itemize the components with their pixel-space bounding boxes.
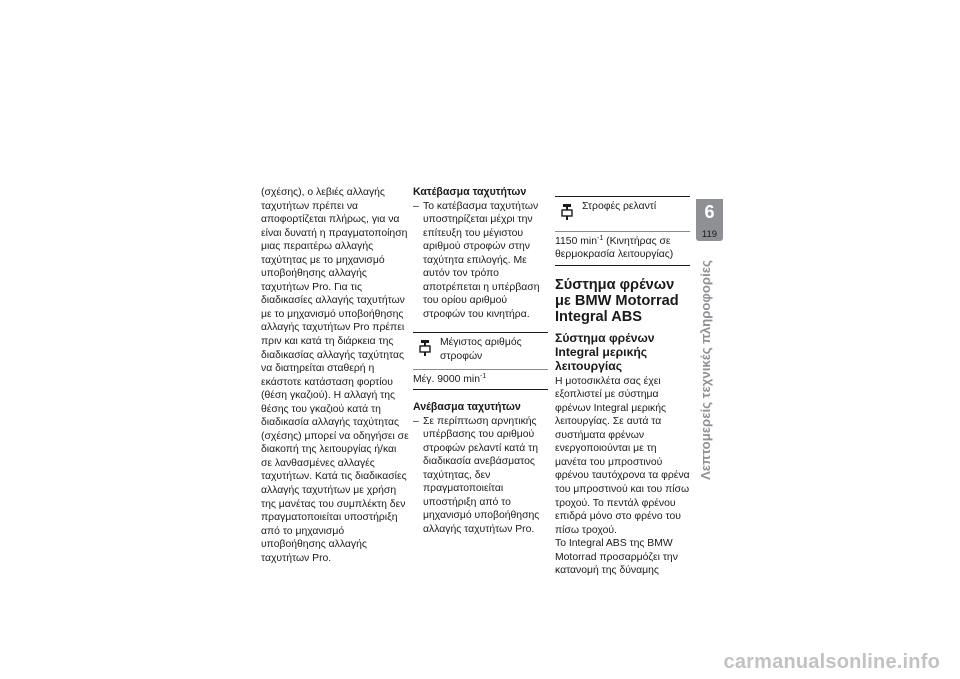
list-item: [413, 415, 548, 537]
engine-icon: [560, 203, 576, 226]
spec-label: Μέγιστος αριθμός στροφών: [440, 337, 522, 363]
dash-marker: –: [413, 415, 419, 427]
body-paragraph: (σχέσης), ο λεβιές αλλαγής ταχυτήτων πρέπει να αποφορτίζεται πλήρως, για να είναι δυνατή η πραγματοποίηση μιας περαιτέρω αλλαγής ταχύτητας με το μηχανισμό υποβοήθησης αλλαγής ταχυτήτων Pro. Για τις διαδικασίες αλλαγής ταχυτήτων με το μηχανισμό υποβοήθησης αλλαγής ταχυτήτων Pro πρέπει πριν και κατά τη διάρκεια της διαδικασίας αλλαγής ταχύτητας να διατηρείται σταθερή η εκάστοτε κατάσταση φορτίου (θέση γκαζιού). Η αλλαγή της θέσης του γκαζιού κατά τη διαδικασία αλλαγής ταχύτητας (σχέσης) μπορεί να οδηγήσει σε διακοπή της λειτουργίας ή/και σε λανθασμένες αλλαγές ταχυτήτων. Κατά τις διαδικασίες αλλαγής ταχυτήτων με χρήση της μανέτας του συμπλέκτη δεν πραγματοποιείται υποστήριξη από το μηχανισμό υποβοήθησης αλλαγής ταχυτήτων Pro.: [261, 187, 409, 564]
spec-box-max-rpm: [413, 332, 548, 390]
column-middle: [413, 186, 548, 537]
spec-box-idle: [555, 196, 690, 266]
spec-value: 1150 $\min^{-1} (K\iota\nu\eta\tau ή\rho\alpha\varsigma$ σε θερμοκρασία λειτουργίας): [555, 231, 690, 265]
watermark: carmanualsonline.info: [723, 651, 940, 673]
engine-icon: [418, 339, 434, 362]
heading-upshift: Ανέβασμα ταχυτήτων: [413, 401, 521, 414]
body-paragraph: Το Integral ABS της BMW Motorrad προσαρμόζει την κατανομή της δύναμης: [555, 538, 678, 577]
section-title: Σύστημα φρένων με BMW Motorrad Integral ABS: [555, 276, 679, 325]
spec-value: Μέγ. 9000 $\min^{-1}$: [413, 369, 548, 390]
list-item-text: Σε περίπτωση αρνητικής υπέρβασης του αριθμού στροφών ρελαντί κατά τη διαδικασία ανεβάσματος ταχύτητας, δεν πραγματοποιείται υποστήριξη από το μηχανισμό υποβοήθησης αλλαγής ταχυτήτων Pro.: [423, 415, 540, 536]
spec-label: Στροφές ρελαντί: [582, 201, 657, 212]
body-paragraph: Η μοτοσικλέτα σας έχει εξοπλιστεί με σύστημα φρένων Integral μερικής λειτουργίας. Σε αυτά τα συστήματα φρένων ενεργοποιούνται με τη μανέτα του μπροστινού φρένου ταυτόχρονα τα φρένα του μπροστινού και του πίσω τροχού. Το πεντάλ φρένου επιδρά μόνο στο φρένο του πίσω τροχού.: [555, 375, 690, 536]
column-left: [261, 186, 409, 565]
chapter-title-vertical: Λεπτομερείς τεχνικές πληροφορίες: [698, 260, 713, 480]
chapter-number: 6: [704, 202, 715, 222]
heading-downshift: Κατέβασμα ταχυτήτων: [413, 186, 527, 198]
dash-marker: –: [413, 200, 419, 212]
page-number: 119: [701, 229, 718, 240]
column-right: [555, 186, 690, 578]
list-item: [413, 200, 548, 322]
list-item-text: Το κατέβασμα ταχυτήτων υποστηρίζεται μέχρι την επίτευξη του μέγιστου αριθμού στροφών στην ταχύτητα επιλογής. Με αυτόν τον τρόπο αποτρέπεται η υπέρβαση του ορίου αριθμού στροφών του κινητήρα.: [423, 200, 540, 320]
section-subtitle: Σύστημα φρένων Integral μερικής λειτουργίας: [555, 330, 655, 373]
